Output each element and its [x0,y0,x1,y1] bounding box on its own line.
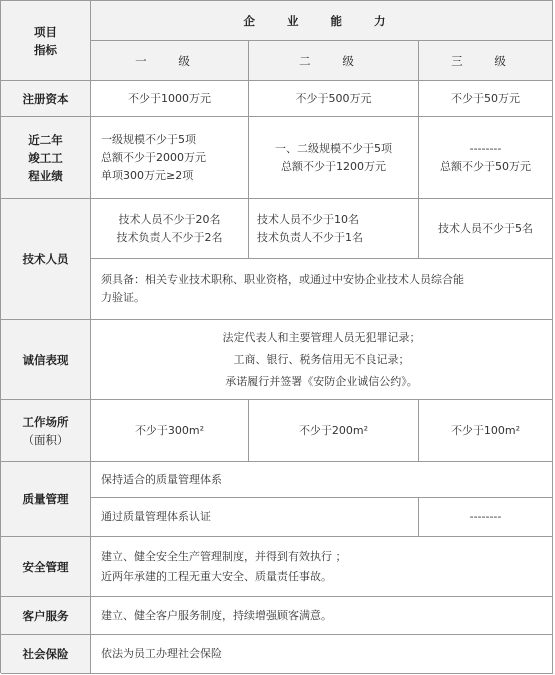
performance-l3-line: 总额不少于50万元 [440,159,531,173]
header-indicator-label: 指标 [34,42,57,57]
performance-level-2 [249,117,419,199]
tech-l1-line: 技术人员不少于20名 [118,212,221,226]
workplace-level-1 [91,400,249,462]
workplace-l1-text: 不少于300m² [134,423,205,437]
safety-label: 安全管理 [22,559,69,574]
integrity-line: 承诺履行并签署《安防企业诚信公约》。 [225,374,418,388]
quality-label: 质量管理 [22,492,69,506]
workplace-l3-text: 不少于100m² [450,423,521,437]
customer-label: 客户服务 [22,608,69,623]
row-label-integrity [1,320,91,400]
row-label-insurance [1,635,91,674]
quality-line2-text: 通过质量管理体系认证 [101,510,211,523]
tech-l2-line: 技术人员不少于10名 [257,212,359,226]
header-level-1 [91,41,249,81]
level-1-label: 一 级 [135,53,204,68]
tech-l3-text: 技术人员不少于5名 [438,221,533,235]
workplace-level-3 [419,400,553,462]
row-label-customer [1,597,91,635]
header-level-3 [419,41,553,81]
header-item-indicator [1,1,91,81]
performance-l2-line: 总额不少于1200万元 [281,159,386,173]
row-label-capital [1,81,91,117]
safety-line: 建立、健全安全生产管理制度，并得到有效执行 ； [101,549,347,563]
performance-l1-line: 一级规模不少于5项 [101,132,196,146]
quality-line-1 [91,462,553,498]
capital-l2-text: 不少于500万元 [295,91,372,105]
tech-note-line: 须具备：相关专业技术职称、职业资格，或通过中安协企业技术人员综合能 [101,273,464,286]
level-3-label: 三 级 [451,53,520,68]
tech-label: 技术人员 [22,252,69,266]
workplace-label: 工作场所 [22,414,69,429]
tech-level-1 [91,199,249,259]
capital-level-1 [91,81,249,117]
tech-l2-line: 技术负责人不少于1名 [257,230,363,244]
header-capability-label: 企 业 能 力 [243,13,400,28]
integrity-line: 法定代表人和主要管理人员无犯罪记录； [222,330,421,344]
performance-l2-line: 一、二级规模不少于5项 [275,141,392,155]
customer-content [91,597,553,635]
customer-text: 建立、健全客户服务制度，持续增强顾客满意。 [101,608,332,622]
performance-level-3 [419,117,553,199]
row-label-quality [1,462,91,537]
header-capability [91,1,553,41]
tech-note-line: 力验证。 [101,291,145,304]
safety-content [91,537,553,597]
performance-l1-line: 总额不少于2000万元 [101,150,206,164]
capital-label: 注册资本 [22,91,69,106]
capital-l1-text: 不少于1000万元 [128,91,211,105]
integrity-line: 工商、银行、税务信用无不良记录； [233,352,410,366]
workplace-l2-text: 不少于200m² [298,423,369,437]
row-label-performance [1,117,91,199]
capital-level-2 [249,81,419,117]
performance-label-line: 竣工工 [28,150,63,165]
row-label-safety [1,537,91,597]
integrity-label: 诚信表现 [22,352,69,367]
row-label-workplace [1,400,91,462]
insurance-text: 依法为员工办理社会保险 [101,647,222,660]
tech-requirement-note [91,259,553,320]
header-item-label: 项目 [34,24,57,39]
quality-level-3 [419,498,553,537]
capital-level-3 [419,81,553,117]
performance-label-line: 近二年 [28,132,63,147]
row-label-tech [1,199,91,320]
quality-l3-dashes: -------- [469,510,502,523]
header-level-2 [249,41,419,81]
tech-level-3 [419,199,553,259]
safety-line: 近两年承建的工程无重大安全、质量责任事故。 [101,569,332,583]
performance-l3-dashes: -------- [469,141,502,155]
performance-level-1 [91,117,249,199]
capital-l3-text: 不少于50万元 [451,91,520,105]
insurance-content [91,635,553,674]
workplace-level-2 [249,400,419,462]
performance-l1-line: 单项300万元≥2项 [101,168,194,182]
quality-line1-text: 保持适合的质量管理体系 [101,472,222,486]
level-2-label: 二 级 [299,53,368,68]
integrity-content [91,320,553,400]
insurance-label: 社会保险 [22,647,69,661]
tech-l1-line: 技术负责人不少于2名 [116,230,223,244]
performance-label-line: 程业绩 [28,168,63,183]
tech-level-2 [249,199,419,259]
quality-line-2 [91,498,419,537]
workplace-area-label: （面积） [22,432,69,447]
